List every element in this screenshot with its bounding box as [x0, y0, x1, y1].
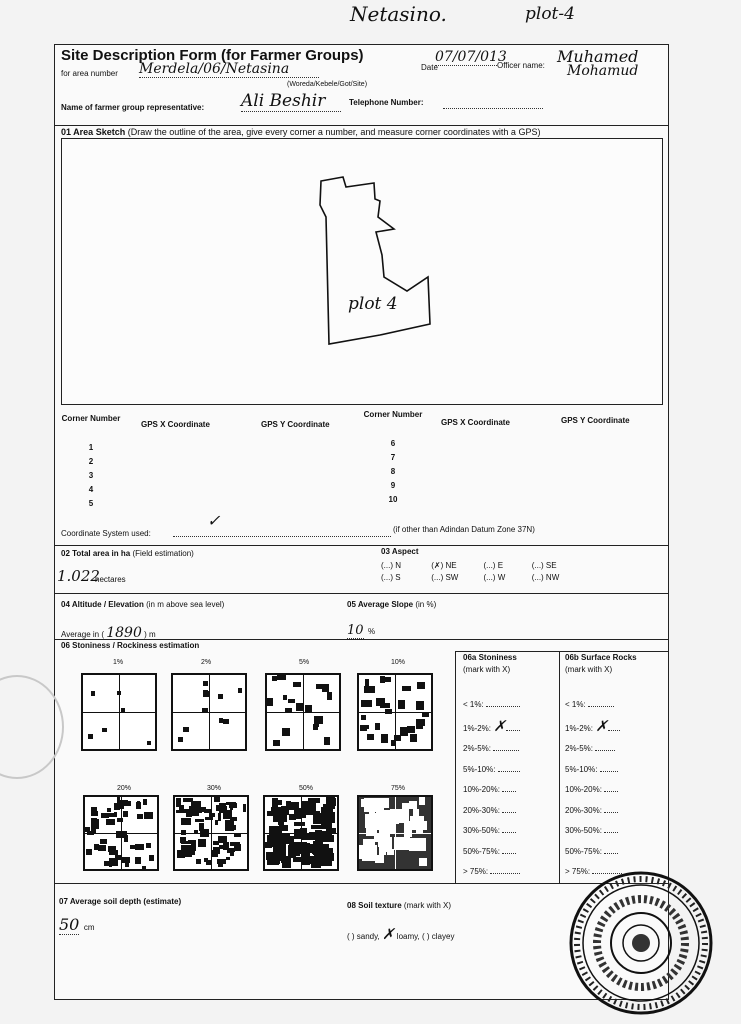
stone-mark [416, 722, 424, 728]
stone-mark [285, 708, 292, 712]
slope-heading: 05 Average Slope [347, 600, 414, 609]
stone-mark [98, 845, 106, 851]
stone-mark [226, 825, 235, 830]
stone-mark [212, 850, 217, 857]
stone-mark [136, 802, 142, 808]
stone-mark [214, 797, 220, 802]
stone-mark [199, 823, 204, 831]
stone-mark [142, 866, 146, 869]
surface-rocks-option[interactable]: 2%-5%: [565, 739, 622, 760]
stone-pct-label: 20% [117, 785, 132, 792]
stone-mark [109, 850, 117, 855]
area-sketch-instruction: (Draw the outline of the area, give every corner a number, and measure corner coordinates with a GPS) [127, 127, 541, 137]
aspect-w[interactable]: (...) W [483, 573, 506, 582]
stone-mark [181, 830, 186, 836]
stone-mark [95, 819, 98, 823]
corner-number: 4 [88, 485, 94, 494]
stone-mark [124, 835, 128, 842]
stone-mark [106, 819, 115, 825]
stone-mark [276, 853, 285, 857]
stone-pct-label: 1% [113, 659, 124, 666]
stone-mark [215, 820, 218, 825]
soil-texture-mark: ✗ [381, 925, 395, 943]
area-sketch-heading-row [61, 127, 540, 137]
slope-value-row [347, 621, 375, 639]
stone-mark [419, 797, 425, 805]
stone-mark [203, 681, 207, 686]
stone-square-5pct [265, 673, 341, 751]
sketch-outline [62, 139, 662, 404]
stone-mark [315, 722, 319, 727]
corner-number-header-right: Corner Number [363, 410, 423, 419]
aspect-s[interactable]: (...) S [381, 573, 401, 582]
stone-mark [324, 737, 330, 745]
stone-mark [218, 813, 221, 821]
stone-mark [219, 806, 227, 813]
surface-rocks-mark: ✗ [595, 716, 608, 735]
stone-mark [322, 831, 333, 840]
stone-mark [205, 691, 210, 697]
stone-mark [218, 694, 223, 699]
stone-mark [288, 699, 295, 703]
stone-mark [289, 836, 294, 846]
aspect-nw[interactable]: (...) NW [531, 573, 560, 582]
surface-rocks-option[interactable]: 30%-50%: [565, 821, 622, 842]
stone-mark [267, 860, 279, 864]
site-description-form [54, 44, 669, 1000]
stone-mark [375, 723, 380, 731]
area-sketch-heading: 01 Area Sketch [61, 127, 126, 137]
stone-mark [273, 740, 281, 746]
stone-mark [135, 857, 140, 864]
stone-mark [238, 688, 242, 693]
stone-mark [230, 806, 234, 810]
stone-mark [419, 858, 427, 867]
slope-heading-row [347, 600, 436, 609]
stone-mark [410, 734, 417, 742]
corner-number: 10 [388, 495, 398, 504]
aspect-row-1 [381, 561, 557, 570]
stone-mark [417, 682, 424, 689]
corner-number: 7 [390, 453, 396, 462]
stone-mark [188, 840, 196, 843]
stone-square-50pct [263, 795, 339, 871]
stone-mark [311, 856, 321, 867]
date-value[interactable]: 07/07/013 [435, 49, 507, 65]
aspect-se[interactable]: (...) SE [531, 561, 557, 570]
stone-mark [193, 807, 202, 813]
stone-mark [88, 734, 92, 738]
stone-mark [379, 825, 395, 832]
stone-mark [407, 726, 416, 732]
total-area-sub: (Field estimation) [132, 549, 194, 558]
officer-name-1[interactable]: Muhamed [557, 47, 639, 66]
stone-mark [101, 813, 109, 818]
divider [55, 545, 668, 546]
stone-mark [409, 838, 427, 851]
soil-texture-loamy[interactable]: loamy, [396, 932, 420, 941]
slope-sub: (in %) [415, 600, 437, 609]
stone-mark [135, 844, 144, 850]
stoniness-col-title: 06a Stoniness [463, 653, 517, 662]
divider [455, 651, 456, 883]
stone-mark [293, 682, 301, 686]
soil-depth-row [59, 915, 94, 935]
stone-mark [363, 839, 375, 848]
stone-mark [230, 817, 237, 821]
stone-mark [117, 691, 122, 695]
stoniness-option[interactable]: 1%-2%: ✗ [463, 716, 520, 740]
altitude-value[interactable]: 1890 [106, 625, 142, 641]
handwritten-plot: plot-4 [525, 4, 575, 24]
stone-mark [320, 848, 333, 854]
stoniness-option[interactable]: > 75%: [463, 862, 520, 883]
surface-rocks-option[interactable]: > 75%: [565, 862, 622, 883]
corner-number: 9 [390, 481, 396, 490]
divider [559, 651, 560, 883]
soil-depth-value[interactable]: 50 [59, 915, 80, 934]
stone-mark [91, 811, 99, 816]
stone-mark [202, 708, 209, 713]
stone-mark [301, 844, 315, 853]
soil-texture-sandy[interactable]: ( ) sandy, [347, 932, 380, 941]
stone-mark [104, 861, 111, 866]
stone-mark [226, 857, 230, 860]
stone-mark [286, 801, 291, 807]
stone-mark [380, 703, 390, 708]
stone-mark [117, 797, 120, 802]
soil-texture-sub: (mark with X) [403, 901, 452, 910]
stone-square-20pct [83, 795, 159, 871]
stoniness-mark: ✗ [493, 716, 506, 735]
area-number-label: for area number [61, 69, 118, 78]
stone-mark [107, 808, 112, 813]
stoniness-col-sub: (mark with X) [463, 665, 511, 674]
corner-number: 3 [88, 471, 94, 480]
altitude-prefix: Average in ( [61, 630, 104, 639]
corner-number: 1 [88, 443, 94, 452]
stone-mark [318, 813, 330, 821]
stone-mark [114, 812, 118, 817]
surface-rocks-option[interactable]: < 1%: [565, 695, 622, 716]
stone-mark [91, 807, 98, 812]
gps-y-header-right: GPS Y Coordinate [561, 416, 630, 425]
soil-texture-clayey[interactable]: ( ) clayey [422, 932, 455, 941]
stone-pct-label: 50% [299, 785, 314, 792]
stone-mark [410, 816, 424, 827]
stone-mark [361, 715, 366, 721]
rep-value[interactable]: Ali Beshir [241, 91, 341, 112]
altitude-heading: 04 Altitude / Elevation [61, 600, 144, 609]
aspect-ne[interactable]: (✗) NE [431, 561, 457, 570]
surface-rocks-option[interactable]: 5%-10%: [565, 760, 622, 781]
stoniness-option[interactable]: 2%-5%: [463, 739, 520, 760]
stone-mark [277, 800, 282, 805]
form-title: Site Description Form (for Farmer Groups) [61, 47, 364, 64]
stone-pct-label: 10% [391, 659, 406, 666]
stone-mark [121, 708, 126, 712]
stone-mark [308, 798, 319, 803]
handwritten-place: Netasino. [350, 2, 447, 26]
soil-depth-heading: 07 Average soil depth (estimate) [59, 897, 182, 906]
stone-mark [123, 811, 127, 817]
corner-numbers-left [81, 441, 101, 511]
stone-mark [381, 734, 388, 742]
stone-mark [243, 804, 246, 811]
corner-numbers-right [383, 437, 403, 507]
stone-mark [219, 718, 223, 723]
slope-unit: % [368, 627, 376, 636]
stone-mark [273, 815, 278, 821]
stone-mark [218, 859, 223, 867]
soil-texture-options [347, 925, 454, 943]
stoniness-options [463, 695, 520, 883]
stone-pct-label: 30% [207, 785, 222, 792]
altitude-sub: (in m above sea level) [146, 600, 225, 609]
surface-rocks-option[interactable]: 50%-75%: [565, 842, 622, 863]
total-area-unit: hectares [95, 575, 126, 584]
divider [55, 125, 668, 126]
total-area-heading: 02 Total area in ha [61, 549, 131, 558]
stone-mark [102, 728, 107, 732]
coord-system-check: ✓ [207, 511, 221, 530]
stone-mark [177, 850, 185, 858]
stone-mark [283, 695, 287, 701]
stone-mark [282, 728, 290, 736]
aspect-heading: 03 Aspect [381, 547, 419, 556]
aspect-e[interactable]: (...) E [483, 561, 504, 570]
soil-depth-unit: cm [83, 923, 95, 932]
sketch-box[interactable] [61, 138, 663, 405]
coord-system-note: (if other than Adindan Datum Zone 37N) [393, 525, 535, 534]
area-number-sub: (Woreda/Kebele/Got/Site) [287, 81, 368, 88]
stone-mark [234, 844, 241, 851]
stone-mark [295, 829, 307, 838]
aspect-row-2 [381, 573, 559, 582]
stone-mark [137, 814, 143, 818]
stone-mark [186, 809, 192, 817]
stone-pct-label: 5% [299, 659, 310, 666]
stone-mark [227, 848, 234, 853]
slope-value[interactable]: 10 [347, 623, 364, 638]
aspect-n[interactable]: (...) N [381, 561, 401, 570]
surface-rocks-options [565, 695, 622, 883]
official-stamp [566, 868, 716, 1018]
stone-square-75pct [357, 795, 433, 871]
stoniness-option[interactable]: 50%-75%: [463, 842, 520, 863]
stone-mark [100, 839, 107, 844]
stone-mark [296, 703, 303, 711]
stone-mark [364, 798, 380, 812]
stone-mark [116, 831, 121, 838]
stone-square-10pct [357, 673, 433, 751]
stone-mark [143, 799, 147, 805]
officer-label: Officer name: [497, 61, 545, 70]
stoniness-option[interactable]: 5%-10%: [463, 760, 520, 781]
phone-value[interactable] [443, 99, 543, 109]
surface-rocks-option[interactable]: 20%-30%: [565, 801, 622, 822]
stone-square-30pct [173, 795, 249, 871]
stone-mark [398, 700, 404, 709]
soil-texture-heading-row [347, 901, 451, 910]
stone-mark [234, 833, 241, 837]
stone-mark [422, 713, 429, 717]
stone-mark [409, 801, 417, 809]
stone-mark [384, 810, 395, 823]
altitude-unit: ) m [144, 630, 156, 639]
stone-mark [198, 839, 206, 847]
stone-mark [364, 686, 374, 693]
soil-texture-heading: 08 Soil texture [347, 901, 402, 910]
stone-mark [121, 857, 129, 864]
stone-mark [385, 709, 392, 714]
stone-mark [196, 859, 202, 863]
stone-mark [267, 698, 273, 707]
stone-mark [130, 845, 137, 849]
gps-x-header-right: GPS X Coordinate [441, 418, 510, 427]
surface-rocks-option[interactable]: 1%-2%: ✗ [565, 716, 622, 740]
stone-square-2pct [171, 673, 247, 751]
stone-mark [387, 849, 393, 855]
stone-mark [226, 802, 236, 805]
officer-name-2: Mohamud [567, 63, 639, 79]
coord-system-label: Coordinate System used: [61, 529, 151, 538]
stone-mark [311, 825, 323, 829]
gps-x-header-left: GPS X Coordinate [141, 420, 210, 429]
stone-mark [327, 692, 332, 700]
stone-mark [395, 812, 409, 823]
stone-mark [223, 719, 229, 724]
stone-mark [194, 830, 198, 834]
sketch-label: plot 4 [348, 294, 398, 314]
stone-mark [391, 740, 395, 746]
stone-mark [267, 837, 279, 847]
stone-mark [394, 837, 410, 850]
stoniness-option[interactable]: 10%-20%: [463, 780, 520, 801]
stone-mark [277, 675, 286, 680]
surface-rocks-col-sub: (mark with X) [565, 665, 613, 674]
stone-mark [91, 827, 96, 833]
stone-mark [416, 701, 423, 710]
coord-system-field[interactable] [173, 526, 391, 537]
stone-mark [322, 684, 329, 692]
stone-mark [91, 691, 95, 695]
divider [55, 593, 668, 594]
corner-number: 5 [88, 499, 94, 508]
aspect-sw[interactable]: (...) SW [431, 573, 459, 582]
stone-mark [127, 801, 130, 805]
stone-mark [204, 809, 211, 813]
area-number-value[interactable]: Merdela/06/Netasina [139, 61, 319, 78]
stoniness-heading: 06 Stoniness / Rockiness estimation [61, 641, 200, 650]
stone-mark [144, 812, 153, 819]
stone-mark [178, 737, 183, 742]
stone-square-1pct [81, 673, 157, 751]
stone-mark [86, 849, 92, 855]
stone-mark [384, 677, 391, 682]
stone-mark [115, 855, 122, 860]
surface-rocks-option[interactable]: 10%-20%: [565, 780, 622, 801]
phone-label: Telephone Number: [349, 98, 424, 107]
stone-mark [206, 860, 212, 865]
stone-mark [305, 705, 312, 713]
gps-y-header-left: GPS Y Coordinate [261, 420, 330, 429]
stone-mark [366, 828, 376, 836]
date-label: Date [421, 63, 438, 72]
stone-mark [117, 818, 123, 822]
corner-number: 2 [88, 457, 94, 466]
stone-mark [195, 819, 205, 822]
stone-mark [205, 817, 214, 820]
total-area-value[interactable]: 1.022 [57, 567, 100, 585]
stone-pct-label: 75% [391, 785, 406, 792]
stoniness-option[interactable]: 20%-30%: [463, 801, 520, 822]
stone-pct-label: 2% [201, 659, 212, 666]
stone-mark [117, 803, 124, 809]
corner-number-header-left: Corner Number [61, 414, 121, 423]
stoniness-option[interactable]: 30%-50%: [463, 821, 520, 842]
stone-mark [367, 734, 375, 740]
stone-mark [219, 845, 223, 850]
altitude-heading-row [61, 600, 224, 609]
rep-label: Name of farmer group representative: [61, 103, 205, 112]
divider [55, 639, 668, 640]
stone-mark [402, 686, 411, 691]
stone-mark [375, 855, 384, 864]
stone-mark [146, 843, 151, 848]
corner-number: 8 [390, 467, 396, 476]
stone-mark [149, 855, 155, 861]
surface-rocks-col-title: 06b Surface Rocks [565, 653, 637, 662]
stone-mark [306, 834, 319, 841]
total-area-heading-row [61, 549, 194, 558]
stone-mark [183, 727, 189, 732]
stone-mark [181, 818, 191, 825]
corner-number: 6 [390, 439, 396, 448]
stone-mark [330, 798, 336, 806]
stone-mark [183, 798, 193, 802]
divider [455, 651, 668, 652]
stone-mark [294, 822, 305, 826]
stoniness-option[interactable]: < 1%: [463, 695, 520, 716]
stone-mark [363, 725, 369, 729]
stone-mark [361, 700, 372, 707]
stone-mark [147, 741, 151, 745]
